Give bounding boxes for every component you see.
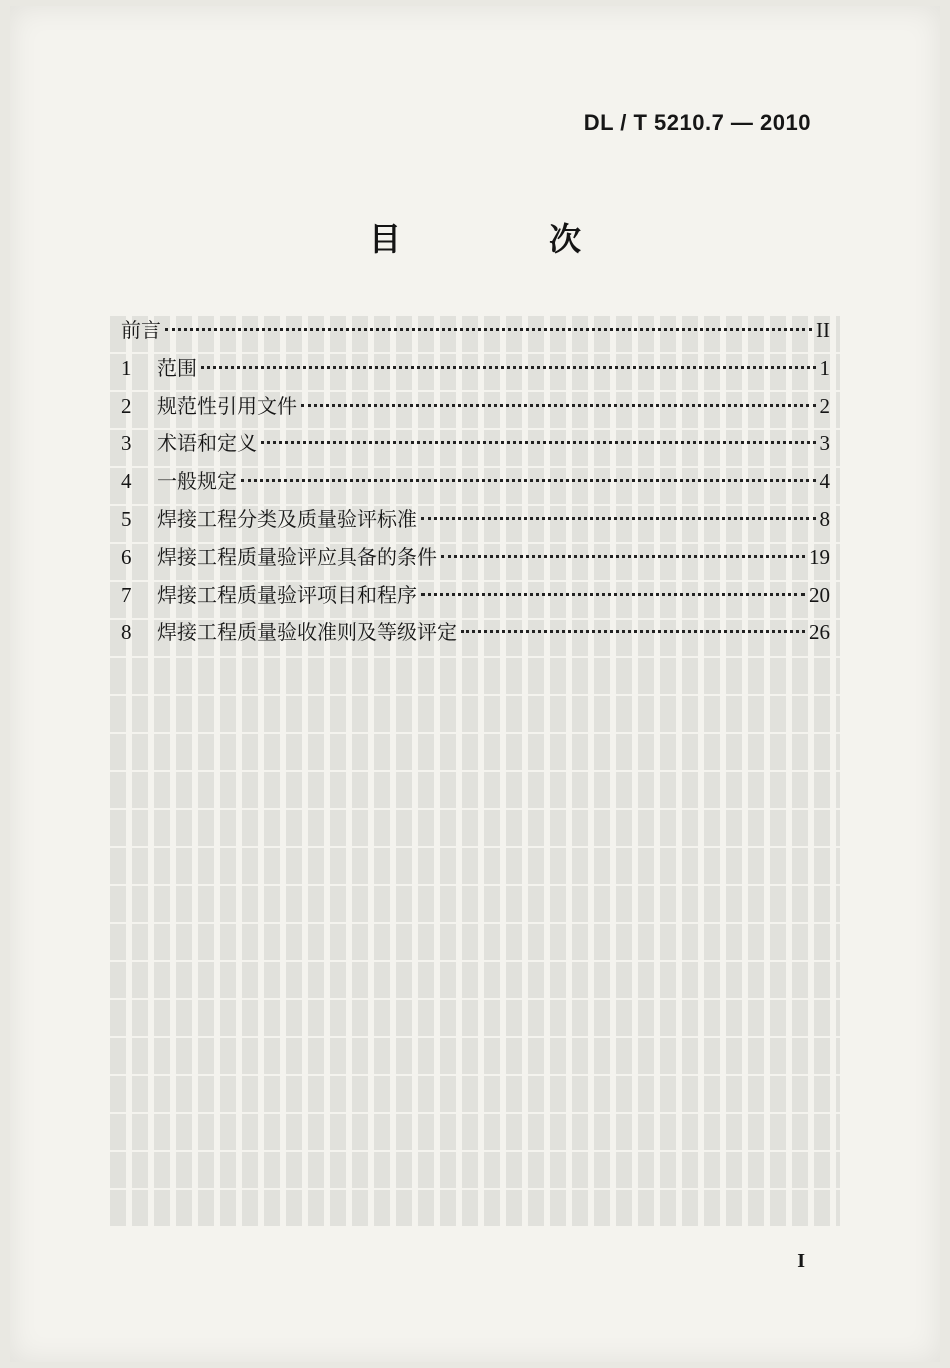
toc-entry-number: 4 xyxy=(121,469,132,494)
toc-leader-dots xyxy=(241,479,816,482)
toc-entry xyxy=(121,616,830,654)
toc-entry-label: 焊接工程质量验收准则及等级评定 xyxy=(157,620,457,645)
toc-entry-label: 术语和定义 xyxy=(157,431,257,456)
toc-entry-page: 4 xyxy=(819,469,830,494)
toc-entry-number: 2 xyxy=(121,393,132,418)
toc-leader-dots xyxy=(165,328,812,331)
toc-entry-label: 焊接工程质量验评项目和程序 xyxy=(157,582,417,607)
toc-entry-label: 焊接工程质量验评应具备的条件 xyxy=(157,544,437,569)
toc-entry xyxy=(121,541,830,579)
toc-entry-page: 8 xyxy=(819,506,830,531)
toc-entry-label: 焊接工程分类及质量验评标准 xyxy=(157,506,417,531)
toc-entry-label: 范围 xyxy=(157,355,197,380)
toc-entry-label: 前言 xyxy=(121,318,161,342)
toc-entry xyxy=(121,503,830,541)
toc-entry-number: 3 xyxy=(121,431,132,456)
toc-entry-page: 26 xyxy=(809,620,830,645)
toc-entry xyxy=(121,579,830,617)
toc-leader-dots xyxy=(421,593,805,596)
toc-entry-page: II xyxy=(816,318,830,342)
document-page xyxy=(10,6,940,1362)
toc-title: 目 次 xyxy=(368,220,639,258)
toc-leader-dots xyxy=(461,630,805,633)
toc-entry-number: 5 xyxy=(121,506,132,531)
page-number: I xyxy=(797,1250,805,1272)
toc-leader-dots xyxy=(201,366,816,369)
toc-entry-page: 19 xyxy=(809,544,830,569)
toc-entry-page: 1 xyxy=(819,355,830,380)
document-code: DL / T 5210.7 — 2010 xyxy=(583,110,811,135)
toc-entry-number: 7 xyxy=(121,582,132,607)
toc-entry-number: 1 xyxy=(121,355,132,380)
toc-leader-dots xyxy=(301,404,816,407)
toc-entry-label: 规范性引用文件 xyxy=(157,393,297,418)
toc-entry xyxy=(121,390,830,428)
toc-entry xyxy=(121,352,830,390)
toc-entry-page: 3 xyxy=(819,431,830,456)
toc-entry xyxy=(121,465,830,503)
toc-entry-page: 20 xyxy=(809,582,830,607)
toc-entry-number: 6 xyxy=(121,544,132,569)
toc-leader-dots xyxy=(441,555,805,558)
toc-leader-dots xyxy=(421,517,816,520)
toc-leader-dots xyxy=(261,441,816,444)
toc-entry-label: 一般规定 xyxy=(157,469,237,494)
toc-entry-page: 2 xyxy=(819,393,830,418)
toc-entry-number: 8 xyxy=(121,620,132,645)
toc-entry xyxy=(121,314,830,352)
toc-entry xyxy=(121,427,830,465)
table-of-contents xyxy=(121,314,830,654)
